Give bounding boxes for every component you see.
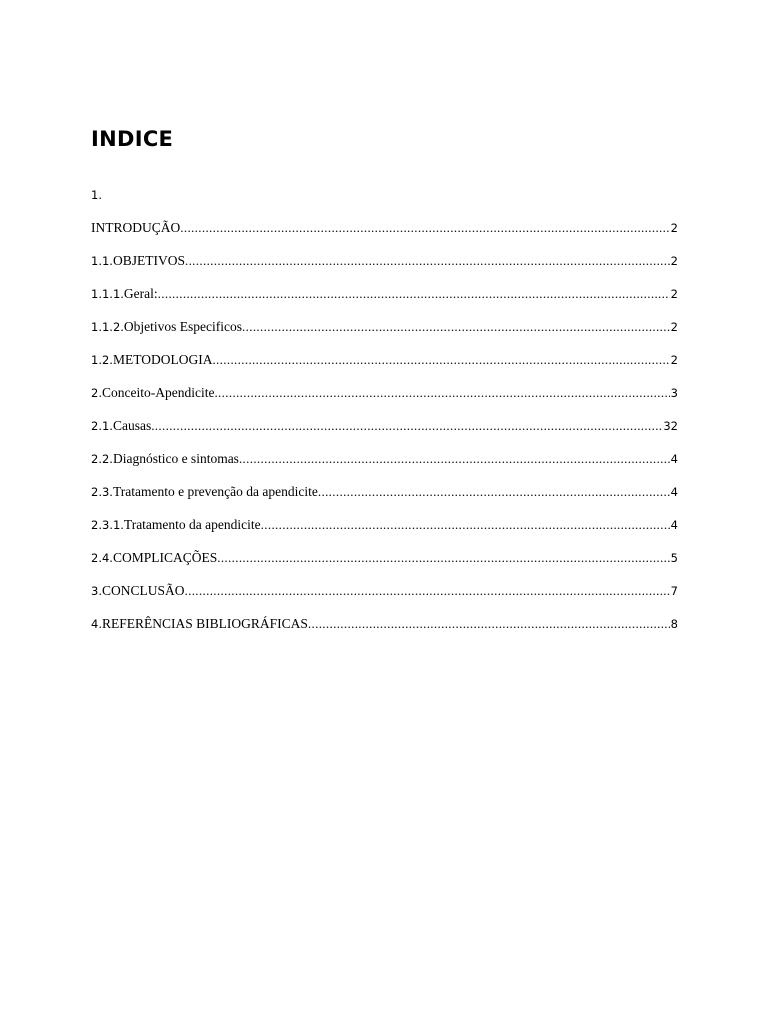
dot-leader [217, 548, 669, 568]
toc-entry[interactable] [91, 482, 678, 515]
toc-entry-label: Geral: [123, 286, 158, 301]
toc-entry-number: 2.2. [91, 452, 113, 466]
dot-leader [212, 350, 669, 370]
toc-entry-label: CONCLUSÃO [101, 583, 185, 598]
toc-entry-page: 2 [670, 287, 678, 301]
dot-leader [239, 449, 670, 469]
toc-entry-label: Objetivos Especificos [123, 319, 243, 334]
toc-entry[interactable] [91, 383, 678, 416]
dot-leader [185, 581, 670, 601]
toc-entry-label: Tratamento da apendicite [123, 517, 261, 532]
toc-entry-page: 3 [670, 386, 678, 400]
dot-leader [308, 614, 670, 634]
toc-entry-page: 2 [670, 320, 678, 334]
toc-entry-label: COMPLICAÇÕES [112, 550, 218, 565]
toc-entry[interactable] [91, 449, 678, 482]
toc-entry[interactable] [91, 317, 678, 350]
toc-entry-label: Causas [112, 418, 152, 433]
toc-entry-label: Tratamento e prevenção da apendicite [112, 484, 318, 499]
toc-entry-number: 4. [91, 617, 102, 631]
dot-leader [180, 218, 669, 238]
toc-title: INDICE [91, 127, 174, 151]
toc-entry-number: 1.1.2. [91, 320, 124, 334]
toc-entry[interactable] [91, 350, 678, 383]
toc-orphan-number: 1. [91, 188, 102, 202]
toc-entry[interactable] [91, 515, 678, 548]
toc-entry-label: METODOLOGIA [112, 352, 213, 367]
toc-entry-label: INTRODUÇÃO [91, 220, 181, 235]
toc-entry-number: 2.4. [91, 551, 113, 565]
toc-entry-label: Diagnóstico e sintomas [112, 451, 239, 466]
toc-entry-page: 32 [663, 419, 678, 433]
toc-entry-label: Conceito-Apendicite [101, 385, 215, 400]
toc-entry-number: 2.1. [91, 419, 113, 433]
dot-leader [261, 515, 670, 535]
toc-list [91, 218, 678, 647]
dot-leader [214, 383, 669, 403]
toc-entry-number: 2.3.1. [91, 518, 124, 532]
toc-entry[interactable] [91, 614, 678, 647]
toc-entry-number: 2.3. [91, 485, 113, 499]
toc-entry-label: REFERÊNCIAS BIBLIOGRÁFICAS [101, 616, 308, 631]
toc-entry-number: 1.1.1. [91, 287, 124, 301]
toc-entry-page: 4 [670, 518, 678, 532]
toc-entry[interactable] [91, 251, 678, 284]
toc-entry[interactable] [91, 581, 678, 614]
toc-entry-page: 2 [670, 254, 678, 268]
toc-entry[interactable] [91, 284, 678, 317]
toc-entry-page: 8 [670, 617, 678, 631]
toc-entry[interactable] [91, 548, 678, 581]
dot-leader [151, 416, 662, 436]
toc-entry-number: 2. [91, 386, 102, 400]
toc-entry-number: 1.2. [91, 353, 113, 367]
toc-entry-page: 2 [670, 221, 678, 235]
dot-leader [242, 317, 670, 337]
toc-entry-page: 5 [670, 551, 678, 565]
dot-leader [158, 284, 670, 304]
toc-entry-page: 4 [670, 485, 678, 499]
dot-leader [318, 482, 670, 502]
dot-leader [185, 251, 670, 271]
toc-entry-page: 4 [670, 452, 678, 466]
toc-entry-number: 3. [91, 584, 102, 598]
toc-entry-page: 7 [670, 584, 678, 598]
toc-entry-page: 2 [670, 353, 678, 367]
toc-entry[interactable] [91, 416, 678, 449]
toc-entry[interactable] [91, 218, 678, 251]
toc-entry-number: 1.1. [91, 254, 113, 268]
toc-entry-label: OBJETIVOS [112, 253, 185, 268]
